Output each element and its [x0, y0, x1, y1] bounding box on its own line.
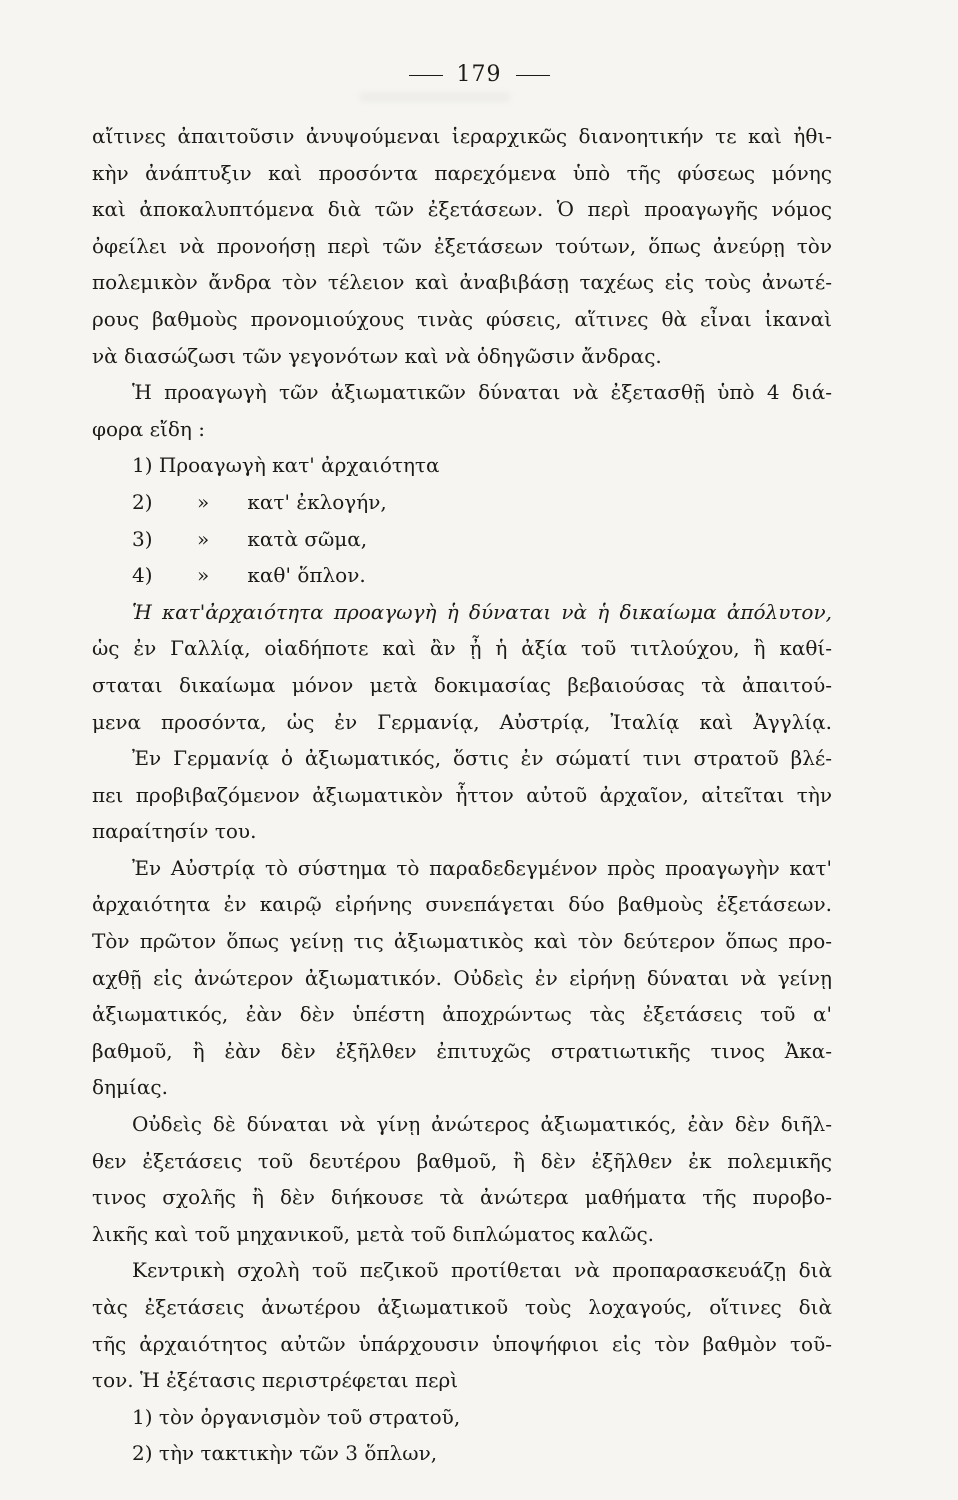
page-number-dash-right: [516, 75, 550, 76]
text-line: αἴτινες ἀπαιτοῦσιν ἀνυψούμεναι ἱεραρχικῶς διανοητικήν τε καὶ ἠθι-: [92, 124, 832, 148]
page-number-dash-left: [409, 75, 443, 76]
text-line: τῆς ἀρχαιότητος αὐτῶν ὑπάρχουσιν ὑποψήφιοι εἰς τὸν βαθμὸν τοῦ-: [92, 1331, 832, 1356]
text-line: φορα εἴδη :: [92, 416, 205, 441]
text-line: τινος σχολῆς ἢ δὲν διήκουσε τὰ ἀνώτερα μαθήματα τῆς πυροβο-: [92, 1185, 832, 1210]
text-line: αχθῇ εἰς ἀνώτερον ἀξιωματικόν. Οὐδεὶς ἐν εἰρήνῃ δύναται νὰ γείνῃ: [92, 965, 832, 990]
text-line: ὡς ἐν Γαλλίᾳ, οἱαδήποτε καὶ ἂν ᾖ ἡ ἀξία τοῦ τιτλούχου, ἢ καθί-: [92, 636, 832, 661]
paper-shadow: [360, 92, 510, 102]
list-item: 1) Προαγωγὴ κατ' ἀρχαιότητα: [132, 453, 440, 478]
text-line: παραίτησίν του.: [92, 819, 257, 844]
text-line: καὶ ἀποκαλυπτόμενα διὰ τῶν ἐξετάσεων. Ὁ περὶ προαγωγῆς νόμος: [92, 197, 832, 222]
text-line: Κεντρικὴ σχολὴ τοῦ πεζικοῦ προτίθεται νὰ προπαρασκευάζῃ διὰ: [132, 1258, 832, 1283]
text-line: πει προβιβαζόμενον ἀξιωματικὸν ἧττον αὐτοῦ ἀρχαῖον, αἰτεῖται τὴν: [92, 782, 832, 807]
page-number: [0, 62, 958, 87]
text-line: λικῆς καὶ τοῦ μηχανικοῦ, μετὰ τοῦ διπλώματος καλῶς.: [92, 1221, 655, 1246]
text-line: τον. Ἡ ἐξέτασις περιστρέφεται περὶ: [92, 1368, 459, 1393]
body-text: [92, 118, 832, 1472]
list-item: 4) » καθ' ὅπλον.: [132, 563, 366, 588]
list-item: 2) » κατ' ἐκλογήν,: [132, 489, 387, 514]
text-line: Τὸν πρῶτον ὅπως γείνῃ τις ἀξιωματικὸς καὶ τὸν δεύτερον ὅπως προ-: [92, 929, 832, 954]
text-line: Ἡ κατ'ἀρχαιότητα προαγωγὴ ἡ δύναται νὰ ἡ δικαίωμα ἀπόλυτον,: [132, 599, 832, 624]
text-line: κὴν ἀνάπτυξιν καὶ προσόντα παρεχόμενα ὑπὸ τῆς φύσεως μόνης: [92, 160, 832, 185]
text-line: δημίας.: [92, 1075, 168, 1100]
text-line: ρους βαθμοὺς προνομιούχους τινὰς φύσεις, αἵτινες θὰ εἶναι ἱκαναὶ: [92, 306, 832, 331]
text-line: θεν ἐξετάσεις τοῦ δευτέρου βαθμοῦ, ἢ δὲν ἐξῆλθεν ἐκ πολεμικῆς: [92, 1148, 832, 1173]
page-number-value: 179: [456, 62, 502, 87]
text-line: τὰς ἐξετάσεις ἀνωτέρου ἀξιωματικοῦ τοὺς λοχαγούς, οἵτινες διὰ: [92, 1295, 832, 1319]
text-line: Ἐν Αὐστρίᾳ τὸ σύστημα τὸ παραδεδεγμένον πρὸς προαγωγὴν κατ': [132, 855, 832, 880]
text-line: σταται δικαίωμα μόνον μετὰ δοκιμασίας βεβαιούσας τὰ ἀπαιτού-: [92, 672, 832, 697]
text-line: ἀρχαιότητα ἐν καιρῷ εἰρήνης συνεπάγεται δύο βαθμοὺς ἐξετάσεων.: [92, 892, 832, 917]
text-line: Οὐδεὶς δὲ δύναται νὰ γίνῃ ἀνώτερος ἀξιωματικός, ἐὰν δὲν διῆλ-: [132, 1112, 832, 1137]
text-line: βαθμοῦ, ἢ ἐὰν δὲν ἐξῆλθεν ἐπιτυχῶς στρατιωτικῆς τινος Ἀκα-: [92, 1038, 832, 1063]
text-line: νὰ διασώζωσι τῶν γεγονότων καὶ νὰ ὁδηγῶσιν ἄνδρας.: [92, 343, 662, 368]
text-line: Ἡ προαγωγὴ τῶν ἀξιωματικῶν δύναται νὰ ἐξετασθῇ ὑπὸ 4 διά-: [132, 380, 832, 405]
text-line: Ἐν Γερμανίᾳ ὁ ἀξιωματικός, ὅστις ἐν σώματί τινι στρατοῦ βλέ-: [132, 746, 832, 771]
text-line: ἀξιωματικός, ἐὰν δὲν ὑπέστη ἀποχρώντως τὰς ἐξετάσεις τοῦ α': [92, 1002, 832, 1027]
list-item: 3) » κατὰ σῶμα,: [132, 526, 368, 551]
text-line: μενα προσόντα, ὡς ἐν Γερμανίᾳ, Αὐστρίᾳ, Ἰταλίᾳ καὶ Ἀγγλίᾳ.: [92, 709, 832, 734]
text-line: πολεμικὸν ἄνδρα τὸν τέλειον καὶ ἀναβιβάσῃ ταχέως εἰς τοὺς ἀνωτέ-: [92, 270, 832, 295]
list-item: 1) τὸν ὀργανισμὸν τοῦ στρατοῦ,: [132, 1404, 461, 1429]
text-line: ὀφείλει νὰ προνοήσῃ περὶ τῶν ἐξετάσεων τούτων, ὅπως ἀνεύρῃ τὸν: [92, 233, 832, 258]
list-item: 2) τὴν τακτικὴν τῶν 3 ὅπλων,: [132, 1441, 438, 1466]
